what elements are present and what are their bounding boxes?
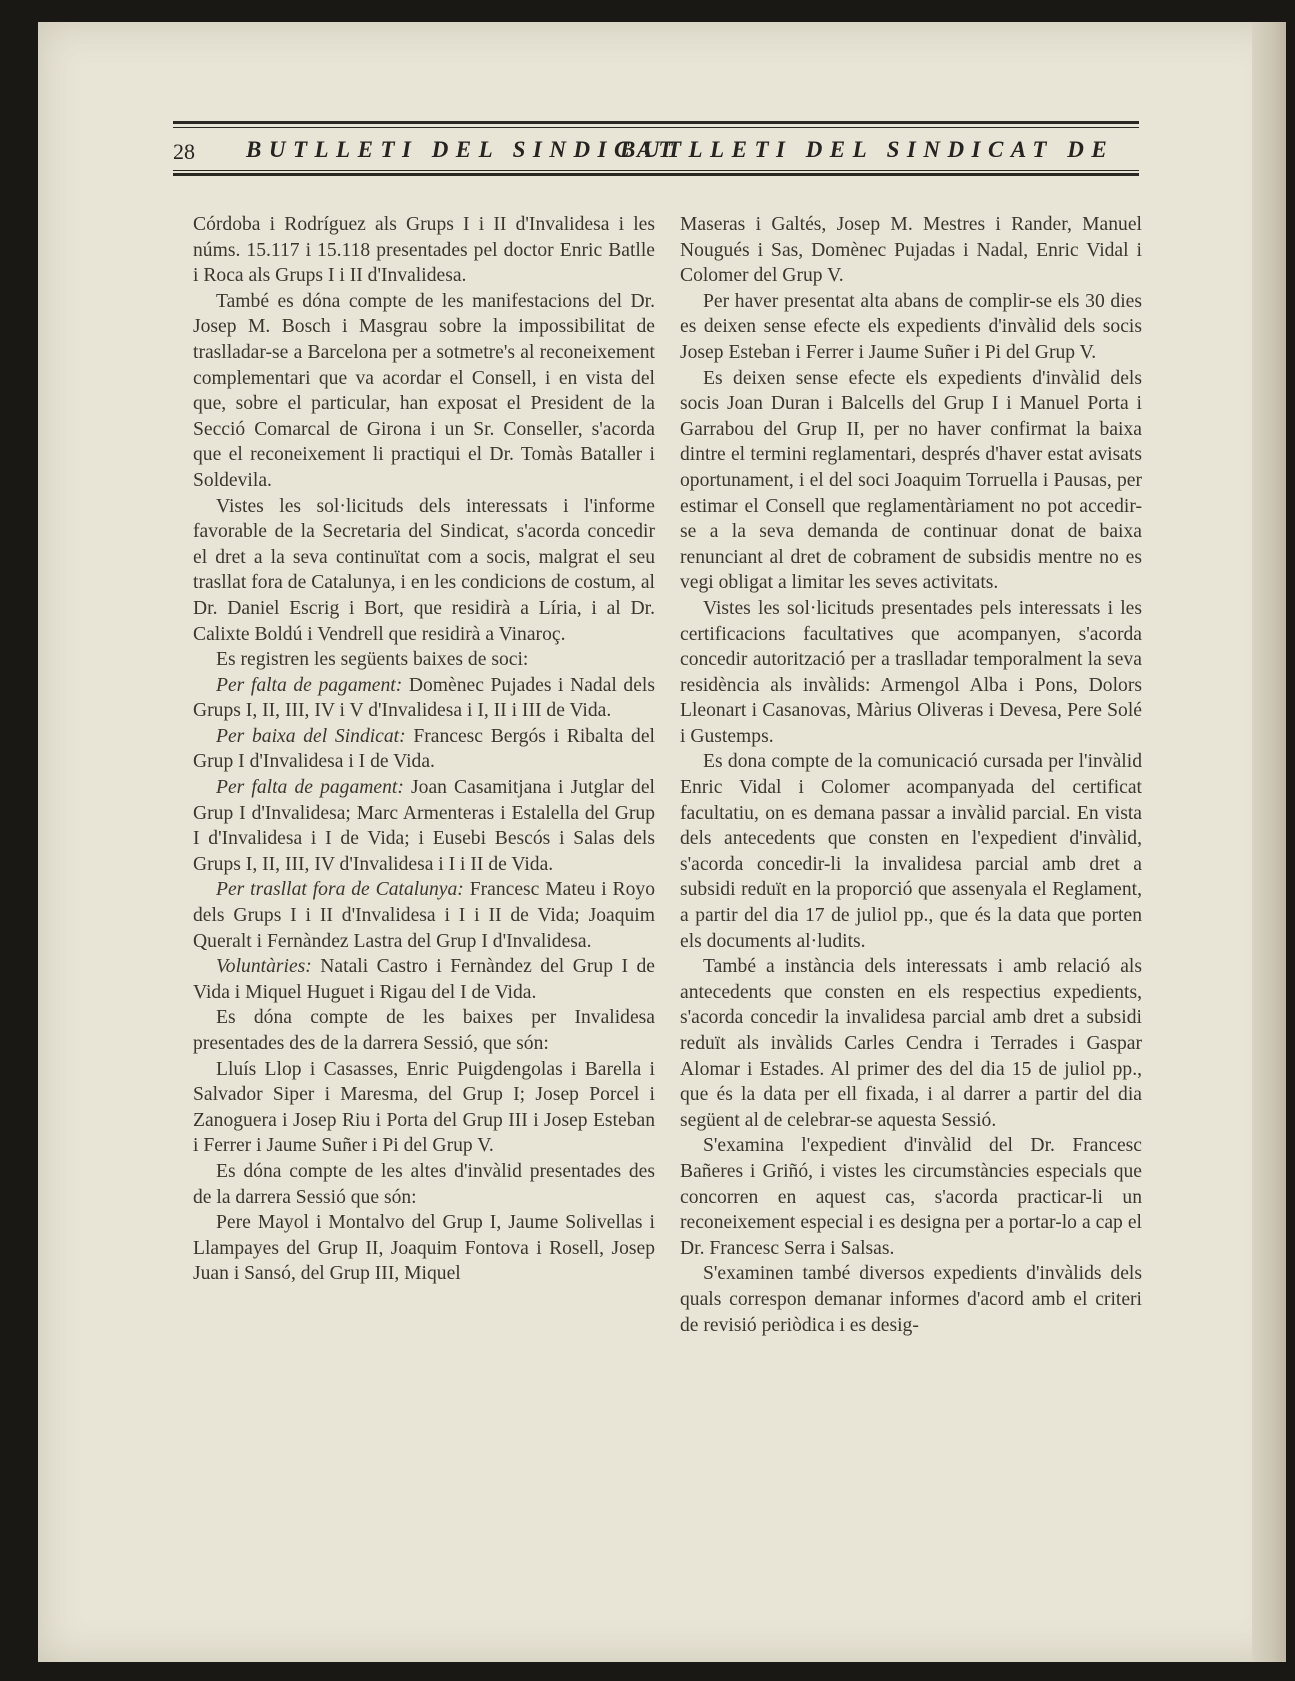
paragraph xyxy=(680,366,1142,596)
left-column xyxy=(193,212,655,1287)
paragraph xyxy=(193,775,655,877)
paragraph-text: Córdoba i Rodríguez als Grups I i II d'Invalidesa i les núms. 15.117 i 15.118 presentades pel doctor Enric Batlle i Roca als Grups I i II d'Invalidesa. xyxy=(193,214,655,287)
paragraph-text: Es registren les següents baixes de soci: xyxy=(216,649,529,671)
paragraph xyxy=(193,1210,655,1287)
paragraph-text: S'examinen també diversos expedients d'invàlids dels quals correspon demanar informes d'acord amb el criteri de revisió periòdica i es desig- xyxy=(680,1263,1142,1336)
paragraph-lead: Per baixa del Sindicat: xyxy=(216,725,406,747)
paragraph-text: També es dóna compte de les manifestacions del Dr. Josep M. Bosch i Masgrau sobre la impossibilitat de traslladar-se a Barcelona per a sotmetre's al reconeixement complementari que va acordar el Consell, i en vista del que, sobre el particular, han exposat el President de la Secció Comarcal de Girona i un Sr. Conseller, s'acorda que el reconeixement li practiqui el Dr. Tomàs Bataller i Soldevila. xyxy=(193,290,655,491)
header-title-1: BUTLLETI DEL SINDICAT xyxy=(246,137,680,162)
paragraph xyxy=(680,749,1142,954)
header-title-2: BUTLLETI DEL SINDICAT DE xyxy=(620,137,1115,162)
paragraph xyxy=(193,1005,655,1056)
paragraph xyxy=(680,212,1142,289)
paragraph-text: Per haver presentat alta abans de complir-se els 30 dies es deixen sense efecte els expedients d'invàlid dels socis Josep Esteban i Ferrer i Jaume Suñer i Pi del Grup V. xyxy=(680,290,1142,363)
paragraph xyxy=(680,289,1142,366)
paragraph-text: Lluís Llop i Casasses, Enric Puigdengolas i Barella i Salvador Siper i Maresma, del Grup I; Josep Porcel i Zanoguera i Josep Riu i Porta del Grup III i Josep Esteban i Ferrer i Jaume Suñer i Pi del Grup V. xyxy=(193,1058,655,1157)
paragraph-lead: Per trasllat fora de Catalunya: xyxy=(216,879,464,901)
paragraph xyxy=(680,596,1142,750)
paragraph-text: Es dóna compte de les baixes per Invalidesa presentades des de la darrera Sessió, que són: xyxy=(193,1007,655,1054)
paragraph xyxy=(193,724,655,775)
paragraph-text: També a instància dels interessats i amb relació als antecedents que consten en els respectius expedients, s'acorda concedir la invalidesa parcial amb dret a subsidi reduït als invàlids Carles Cendra i Terrades i Gaspar Alomar i Estades. Al primer des del dia 15 de juliol pp., que és la data per ell fixada, i al darrer a partir del dia següent al de celebrar-se aquesta Sessió. xyxy=(680,956,1142,1131)
page-edge xyxy=(1252,22,1286,1662)
paragraph-text: Natali Castro i Fernàndez del Grup I de Vida i Miquel Huguet i Rigau del I de Vida. xyxy=(193,956,655,1003)
paragraph xyxy=(680,954,1142,1133)
paragraph-text: Maseras i Galtés, Josep M. Mestres i Rander, Manuel Nougués i Sas, Domènec Pujadas i Nadal, Enric Vidal i Colomer del Grup V. xyxy=(680,214,1142,287)
paragraph xyxy=(680,1133,1142,1261)
paragraph-text: Es dona compte de la comunicació cursada per l'invàlid Enric Vidal i Colomer acompanyada del certificat facultatiu, on es demana passar a invàlid parcial. En vista dels antecedents que consten en l'expedient d'invàlid, s'acorda concedir-li la invalidesa parcial amb dret a subsidi reduït en la proporció que assenyala el Reglament, a partir del dia 17 de juliol pp., que és la data que porten els documents al·ludits. xyxy=(680,751,1142,952)
paragraph-text: S'examina l'expedient d'invàlid del Dr. Francesc Bañeres i Griñó, i vistes les circumstàncies especials que concorren en aquest cas, s'acorda practicar-li un reconeixement especial i es designa per a portar-lo a cap el Dr. Francesc Serra i Salsas. xyxy=(680,1135,1142,1259)
paragraph-text: Francesc Bergós i Ribalta del Grup I d'Invalidesa i I de Vida. xyxy=(193,725,655,773)
header-rule-bottom xyxy=(173,173,1139,176)
page-number: 28 xyxy=(173,139,195,164)
paragraph xyxy=(193,877,655,954)
paragraph-text: Vistes les sol·licituds dels interessats i l'informe favorable de la Secretaria del Sindicat, s'acorda concedir el dret a la seva continuïtat com a socis, malgrat el seu trasllat fora de Catalunya, i en les condicions de costum, al Dr. Daniel Escrig i Bort, que residirà a Líria, i al Dr. Calixte Boldú i Vendrell que residirà a Vinaroç. xyxy=(193,495,655,645)
paragraph xyxy=(193,494,655,648)
paragraph-text: Pere Mayol i Montalvo del Grup I, Jaume Solivellas i Llampayes del Grup II, Joaquim Fontova i Rosell, Josep Juan i Sansó, del Grup III, Miquel xyxy=(193,1212,655,1285)
paragraph-lead: Per falta de pagament: xyxy=(216,674,403,696)
paragraph xyxy=(680,1261,1142,1338)
paragraph xyxy=(193,1057,655,1159)
paragraph-lead: Voluntàries: xyxy=(216,956,312,978)
paragraph-text: Francesc Mateu i Royo dels Grups I i II d'Invalidesa i I i II de Vida; Joaquim Queralt i Fernàndez Lastra del Grup I d'Invalidesa. xyxy=(193,879,656,952)
paragraph-text: Joan Casamitjana i Jutglar del Grup I d'Invalidesa; Marc Armenteras i Estalella del Grup I d'Invalidesa i I de Vida; i Eusebi Bescós i Salas dels Grups I, II, III, IV d'Invalidesa i I i II de Vida. xyxy=(193,777,655,875)
paragraph-text: Domènec Pujades i Nadal dels Grups I, II, III, IV i V d'Invalidesa i I, II i III de Vida. xyxy=(193,674,655,722)
paragraph-lead: Per falta de pagament: xyxy=(216,777,404,799)
header-rule-top xyxy=(173,121,1139,124)
paragraph xyxy=(193,647,655,673)
paragraph xyxy=(193,673,655,724)
paragraph xyxy=(193,1159,655,1210)
paragraph-text: Es dóna compte de les altes d'invàlid presentades des de la darrera Sessió que són: xyxy=(193,1160,655,1208)
paragraph-text: Vistes les sol·licituds presentades pels interessats i les certificacions facultatives que acompanyen, s'acorda concedir autorització per a traslladar temporalment la seva residència als invàlids: Armengol Alba i Pons, Dolors Lleonart i Casanovas, Màrius Oliveras i Devesa, Pere Solé i Gustemps. xyxy=(680,597,1142,747)
right-column xyxy=(680,212,1142,1338)
paragraph xyxy=(193,289,655,494)
running-header xyxy=(173,133,1139,169)
header-rule-bottom-thin xyxy=(173,170,1139,171)
paragraph xyxy=(193,212,655,289)
paragraph-text: Es deixen sense efecte els expedients d'invàlid dels socis Joan Duran i Balcells del Grup I i Manuel Porta i Garrabou del Grup II, per no haver confirmat la baixa dintre el termini reglamentari, després d'haver estat avisats oportunament, i el del soci Joaquim Torruella i Pausas, per estimar el Consell que reglamentàriament no pot accedir-se a la seva demanda de continuar donat de baixa renunciant al dret de cobrament de subsidis mentre no es vegi obligat a limitar les seves activitats. xyxy=(680,367,1142,594)
header-rule-top-thin xyxy=(173,127,1139,128)
paragraph xyxy=(193,954,655,1005)
